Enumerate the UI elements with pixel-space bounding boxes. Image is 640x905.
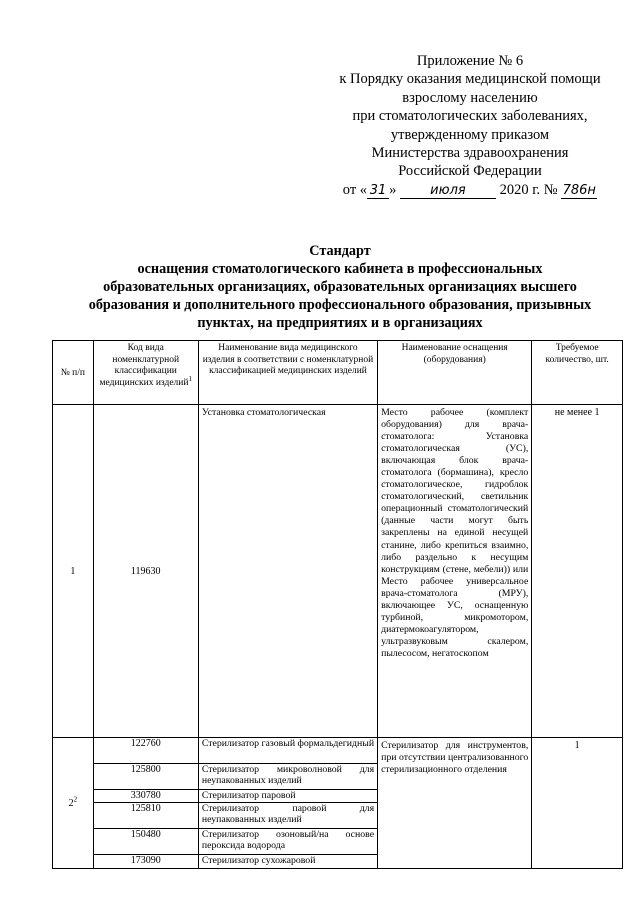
title-line: оснащения стоматологического кабинета в профессиональных xyxy=(137,261,543,277)
order-date-line xyxy=(330,181,610,199)
table-row xyxy=(53,405,623,738)
header-equipment: Наименование оснащения (оборудования) xyxy=(378,341,532,405)
title-line: образования и дополнительного профессионального образования, призывных xyxy=(88,297,592,313)
appendix-line: утвержденному приказом xyxy=(390,126,550,143)
row-code: 330780 xyxy=(93,790,198,803)
table-row xyxy=(53,738,623,764)
appendix-line: взрослому населению xyxy=(402,89,538,106)
handwritten-month: июля xyxy=(400,184,496,199)
header-qty: Требуемое количество, шт. xyxy=(532,341,623,405)
appendix-line: к Порядку оказания медицинской помощи xyxy=(339,71,601,88)
row-code: 125810 xyxy=(93,803,198,829)
date-mid: » xyxy=(389,181,397,198)
date-prefix: от « xyxy=(342,181,368,198)
appendix-header xyxy=(330,52,610,199)
appendix-line: при стоматологических заболеваниях, xyxy=(352,108,588,125)
row-device-name: Стерилизатор газовый формальдегидный xyxy=(198,738,377,764)
row-code: 125800 xyxy=(93,764,198,790)
row-number xyxy=(53,738,94,869)
row-device-name: Стерилизатор паровой xyxy=(198,790,377,803)
title-line: Стандарт xyxy=(309,243,371,259)
header-name: Наименование вида медицинского изделия в соответствии с номенклатурной классификацией медицинских изделий xyxy=(198,341,377,405)
row-code: 122760 xyxy=(93,738,198,764)
handwritten-order-number: 786н xyxy=(562,182,596,198)
title-line: пунктах, на предприятиях и в организациях xyxy=(197,315,483,331)
row-device-name: Стерилизатор микроволновой для неупакованных изделий xyxy=(198,764,377,790)
row-device-name: Стерилизатор сухожаровой xyxy=(198,855,377,869)
row-device-name: Стерилизатор паровой для неупакованных изделий xyxy=(198,803,377,829)
row-code: 119630 xyxy=(93,405,198,738)
row-equipment: Стерилизатор для инструментов, при отсутствии централизованного стерилизационного отделения xyxy=(378,738,532,869)
row-code: 150480 xyxy=(93,829,198,855)
row-qty: 1 xyxy=(532,738,623,869)
footnote-mark: 1 xyxy=(188,374,192,383)
title-line: образовательных организациях, образовательных организациях высшего xyxy=(103,279,577,295)
appendix-line: Министерства здравоохранения xyxy=(371,145,569,162)
appendix-line: Российской Федерации xyxy=(398,163,542,180)
equipment-table xyxy=(52,340,623,869)
header-code xyxy=(93,341,198,405)
row-device-name: Стерилизатор озоновый/на основе пероксида водорода xyxy=(198,829,377,855)
row-number-text: 2 xyxy=(68,797,74,809)
header-num: № п/п xyxy=(53,341,94,405)
appendix-line: Приложение № 6 xyxy=(416,53,524,69)
row-qty: не менее 1 xyxy=(532,405,623,738)
row-device-name: Установка стоматологическая xyxy=(198,405,377,738)
handwritten-day: 31 xyxy=(367,184,389,199)
document-title xyxy=(60,242,620,332)
row-equipment: Место рабочее (комплект оборудования) для врача-стоматолога: Установка стоматологическая (УС), включающая блок врача-стоматолога (бормашина), кресло стоматологическое, гидроблок стоматологический, светильник операционный стоматологический (данные части могут быть закреплены на единой несущей станине, либо крепиться взаимно, либо раздельно к несущим конструкциям (стене, мебели)) или Место рабочее универсальное врача-стоматолога (МРУ), включающее УС, оснащенную турбиной, микромотором, диатермокоагулятором, ультразвуковым скалером, пылесосом, негатоскопом xyxy=(378,405,532,738)
row-number: 1 xyxy=(53,405,94,738)
header-code-text: Код вида номенклатурной классификации медицинских изделий xyxy=(99,343,189,388)
date-year: 2020 г. № xyxy=(499,181,558,198)
footnote-mark: 2 xyxy=(73,795,78,804)
row-code: 173090 xyxy=(93,855,198,869)
table-header-row xyxy=(53,341,623,405)
